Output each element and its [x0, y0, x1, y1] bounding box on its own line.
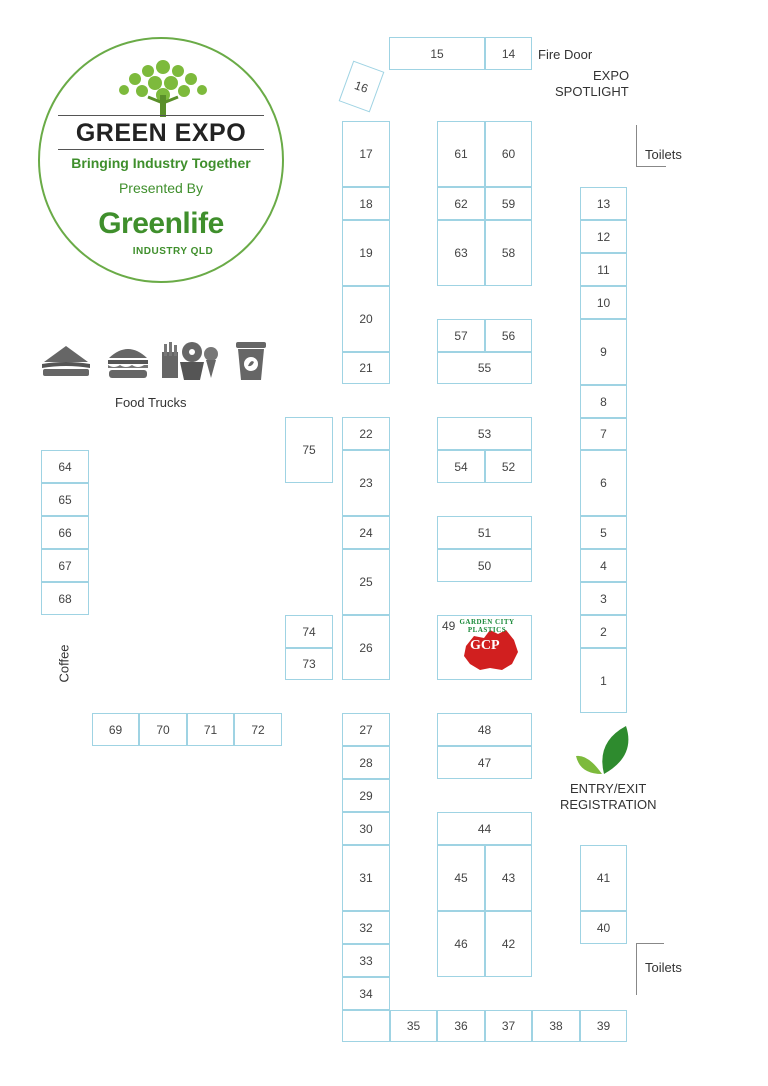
booth-2[interactable]: 2 [580, 615, 627, 648]
logo-title: GREEN EXPO [75, 119, 247, 147]
booth-42[interactable]: 42 [485, 911, 532, 977]
booth-53[interactable]: 53 [437, 417, 532, 450]
booth-31[interactable]: 31 [342, 845, 390, 911]
burger-icon [106, 342, 150, 380]
booth-3[interactable]: 3 [580, 582, 627, 615]
toilet-bracket-top [636, 125, 637, 167]
snacks-icon [160, 338, 220, 382]
booth-22[interactable]: 22 [342, 417, 390, 450]
booth-56[interactable]: 56 [485, 319, 532, 352]
booth-12[interactable]: 12 [580, 220, 627, 253]
logo-brand-sub: INDUSTRY QLD [132, 246, 214, 257]
booth-28[interactable]: 28 [342, 746, 390, 779]
booth-48[interactable]: 48 [437, 713, 532, 746]
booth-24[interactable]: 24 [342, 516, 390, 549]
booth-49-garden-city-plastics[interactable] [437, 615, 532, 680]
booth-72[interactable]: 72 [234, 713, 282, 746]
booth-8[interactable]: 8 [580, 385, 627, 418]
booth-32[interactable]: 32 [342, 911, 390, 944]
booth-27[interactable]: 27 [342, 713, 390, 746]
booth-25[interactable]: 25 [342, 549, 390, 615]
logo-presented: Presented By [118, 180, 204, 196]
food-trucks-label: Food Trucks [115, 395, 187, 410]
logo-brand: Greenlife [98, 207, 224, 240]
booth-20[interactable]: 20 [342, 286, 390, 352]
booth-17[interactable]: 17 [342, 121, 390, 187]
entry-exit-label: ENTRY/EXIT [570, 781, 647, 796]
booth-63[interactable]: 63 [437, 220, 485, 286]
sponsor-abbr: GCP [470, 638, 500, 653]
booth-49-number: 49 [442, 619, 456, 633]
booth-1[interactable]: 1 [580, 648, 627, 713]
booth-55[interactable]: 55 [437, 352, 532, 384]
booth-18[interactable]: 18 [342, 187, 390, 220]
coffee-label: Coffee [56, 644, 72, 683]
booth-36[interactable]: 36 [437, 1010, 485, 1042]
booth-39[interactable]: 39 [580, 1010, 627, 1042]
booth-21[interactable]: 21 [342, 352, 390, 384]
booth-13[interactable]: 13 [580, 187, 627, 220]
booth-33[interactable]: 33 [342, 944, 390, 977]
booth-38[interactable]: 38 [532, 1010, 580, 1042]
toilets-label-bottom: Toilets [645, 960, 682, 975]
booth-34[interactable]: 34 [342, 977, 390, 1010]
booth-43[interactable]: 43 [485, 845, 532, 911]
booth-51[interactable]: 51 [437, 516, 532, 549]
booth-9[interactable]: 9 [580, 319, 627, 385]
booth-62[interactable]: 62 [437, 187, 485, 220]
booth-75[interactable]: 75 [285, 417, 333, 483]
booth-59[interactable]: 59 [485, 187, 532, 220]
booth-14[interactable]: 14 [485, 37, 532, 70]
booth-35[interactable]: 35 [390, 1010, 437, 1042]
expo-spotlight-label-1: EXPO [593, 68, 630, 83]
expo-spotlight-label-2: SPOTLIGHT [555, 84, 629, 99]
green-expo-logo [38, 37, 284, 283]
booth-70[interactable]: 70 [139, 713, 187, 746]
booth-68[interactable]: 68 [41, 582, 89, 615]
booth-50[interactable]: 50 [437, 549, 532, 582]
booth-7[interactable]: 7 [580, 418, 627, 450]
coffee-cup-icon [232, 340, 270, 382]
sandwich-icon [40, 342, 92, 380]
booth-26[interactable]: 26 [342, 615, 390, 680]
booth-16[interactable]: 16 [339, 61, 385, 113]
booth-52[interactable]: 52 [485, 450, 532, 483]
toilet-bracket-bottom [636, 943, 637, 995]
tree-icon [110, 57, 216, 119]
booth-19[interactable]: 19 [342, 220, 390, 286]
booth-61[interactable]: 61 [437, 121, 485, 187]
booth-10[interactable]: 10 [580, 286, 627, 319]
registration-label: REGISTRATION [560, 797, 657, 812]
booth-58[interactable]: 58 [485, 220, 532, 286]
booth-60[interactable]: 60 [485, 121, 532, 187]
booth-29[interactable]: 29 [342, 779, 390, 812]
booth-6[interactable]: 6 [580, 450, 627, 516]
booth-66[interactable]: 66 [41, 516, 89, 549]
booth-45[interactable]: 45 [437, 845, 485, 911]
booth-65[interactable]: 65 [41, 483, 89, 516]
booth-11[interactable]: 11 [580, 253, 627, 286]
fire-door-label: Fire Door [538, 47, 593, 62]
booth-57[interactable]: 57 [437, 319, 485, 352]
booth-40[interactable]: 40 [580, 911, 627, 944]
booth-5[interactable]: 5 [580, 516, 627, 549]
booth-67[interactable]: 67 [41, 549, 89, 582]
booth-47[interactable]: 47 [437, 746, 532, 779]
booth-37[interactable]: 37 [485, 1010, 532, 1042]
logo-tagline: Bringing Industry Together [71, 155, 251, 171]
booth-23[interactable]: 23 [342, 450, 390, 516]
booth-74[interactable]: 74 [285, 615, 333, 648]
leaf-icon [574, 724, 640, 776]
booth-69[interactable]: 69 [92, 713, 139, 746]
booth-15[interactable]: 15 [389, 37, 485, 70]
booth-30[interactable]: 30 [342, 812, 390, 845]
booth-46[interactable]: 46 [437, 911, 485, 977]
booth-71[interactable]: 71 [187, 713, 234, 746]
booth-73[interactable]: 73 [285, 648, 333, 680]
booth-54[interactable]: 54 [437, 450, 485, 483]
booth-4[interactable]: 4 [580, 549, 627, 582]
booth-44[interactable]: 44 [437, 812, 532, 845]
toilets-label-top: Toilets [645, 147, 682, 162]
booth-41[interactable]: 41 [580, 845, 627, 911]
booth-corner-blank [342, 1010, 390, 1042]
booth-64[interactable]: 64 [41, 450, 89, 483]
sponsor-name: GARDEN CITY PLASTICS [459, 618, 515, 634]
